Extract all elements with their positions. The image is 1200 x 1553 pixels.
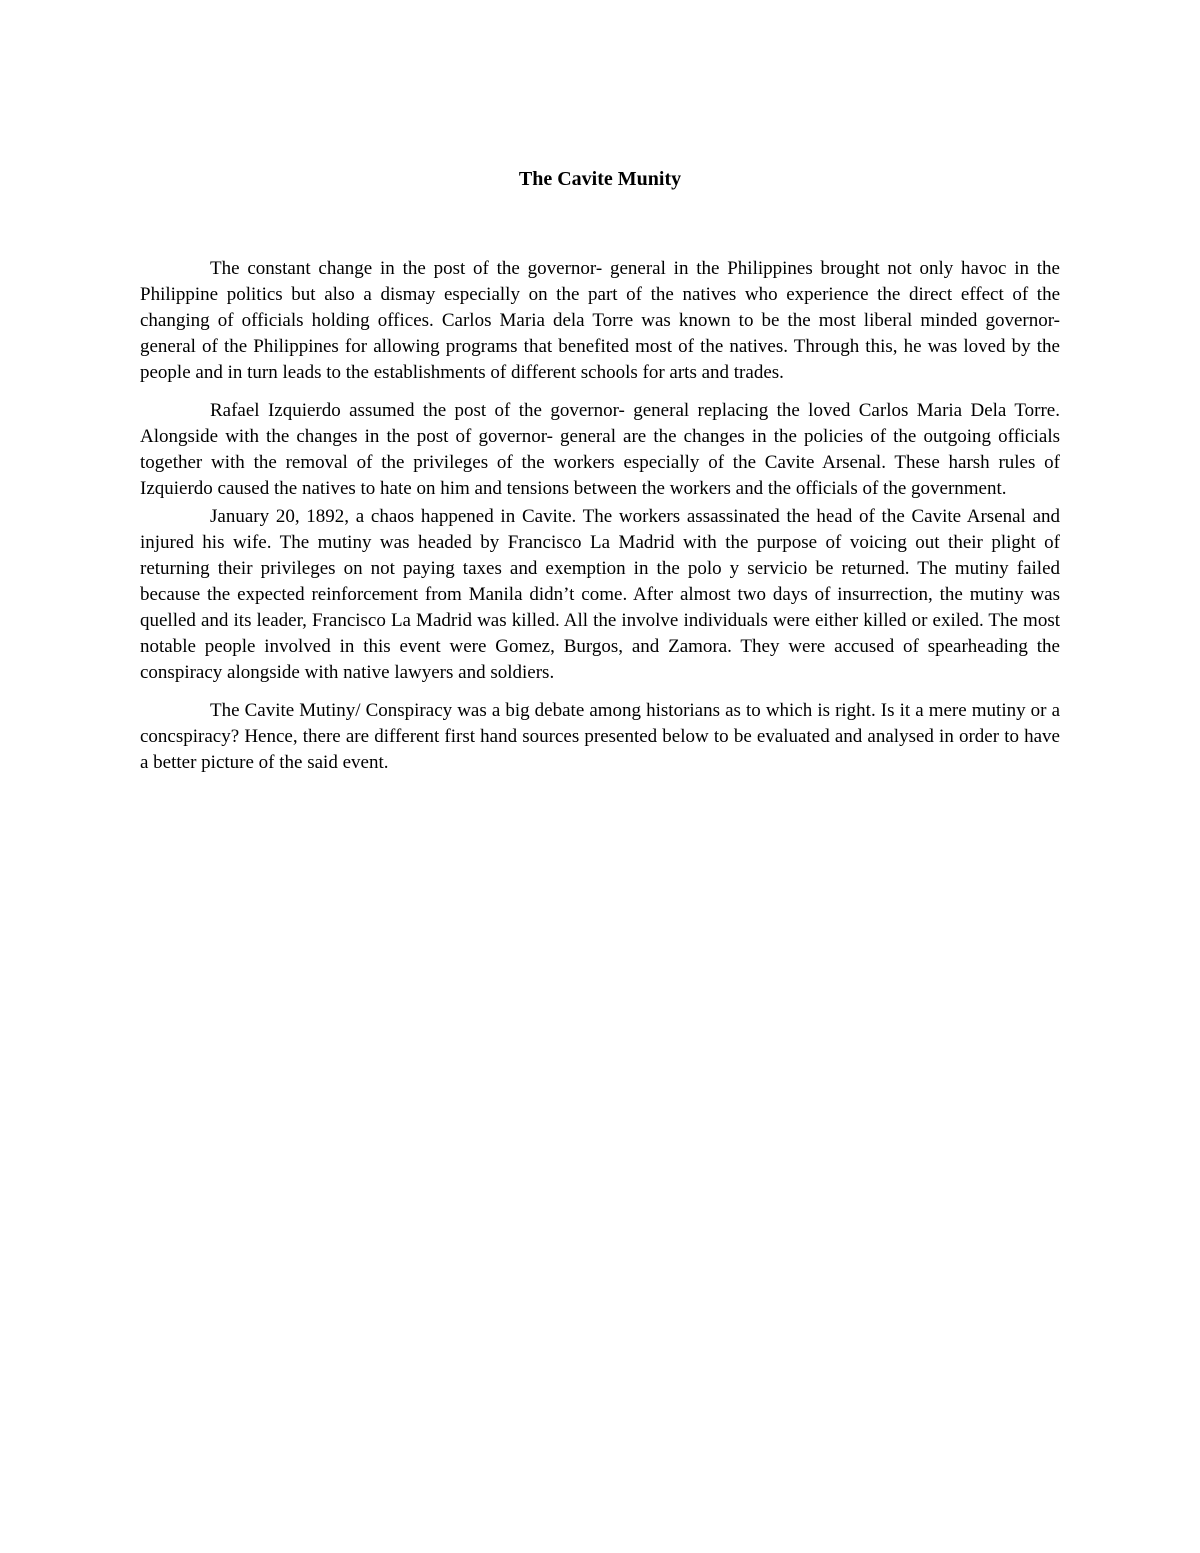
paragraph-2: Rafael Izquierdo assumed the post of the governor- general replacing the loved Carlos Maria Dela Torre. Alongside with the changes in the post of governor- general are the changes in the policies of the outgoing officials together with the removal of the privileges of the workers especially of the Cavite Arsenal. These harsh rules of Izquierdo caused the natives to hate on him and tensions between the workers and the officials of the government. [140, 400, 1060, 499]
paragraph-1: The constant change in the post of the governor- general in the Philippines brought not only havoc in the Philippine politics but also a dismay especially on the part of the natives who experience the direct effect of the changing of officials holding offices. Carlos Maria dela Torre was known to be the most liberal minded governor- general of the Philippines for allowing programs that benefited most of the natives. Through this, he was loved by the people and in turn leads to the establishments of different schools for arts and trades. [140, 258, 1060, 383]
paragraph-3: January 20, 1892, a chaos happened in Cavite. The workers assassinated the head of the Cavite Arsenal and injured his wife. The mutiny was headed by Francisco La Madrid with the purpose of voicing out their plight of returning their privileges on not paying taxes and exemption in the polo y servicio be returned. The mutiny failed because the expected reinforcement from Manila didn’t come. After almost two days of insurrection, the mutiny was quelled and its leader, Francisco La Madrid was killed. All the involve individuals were either killed or exiled. The most notable people involved in this event were Gomez, Burgos, and Zamora. They were accused of spearheading the conspiracy alongside with native lawyers and soldiers. [140, 506, 1060, 683]
paragraph-4: The Cavite Mutiny/ Conspiracy was a big debate among historians as to which is right. Is it a mere mutiny or a concspiracy? Hence, there are different first hand sources presented below to be evaluated and analysed in order to have a better picture of the said event. [140, 700, 1060, 773]
document-title: The Cavite Munity [518, 168, 682, 190]
document-body [140, 256, 1060, 776]
